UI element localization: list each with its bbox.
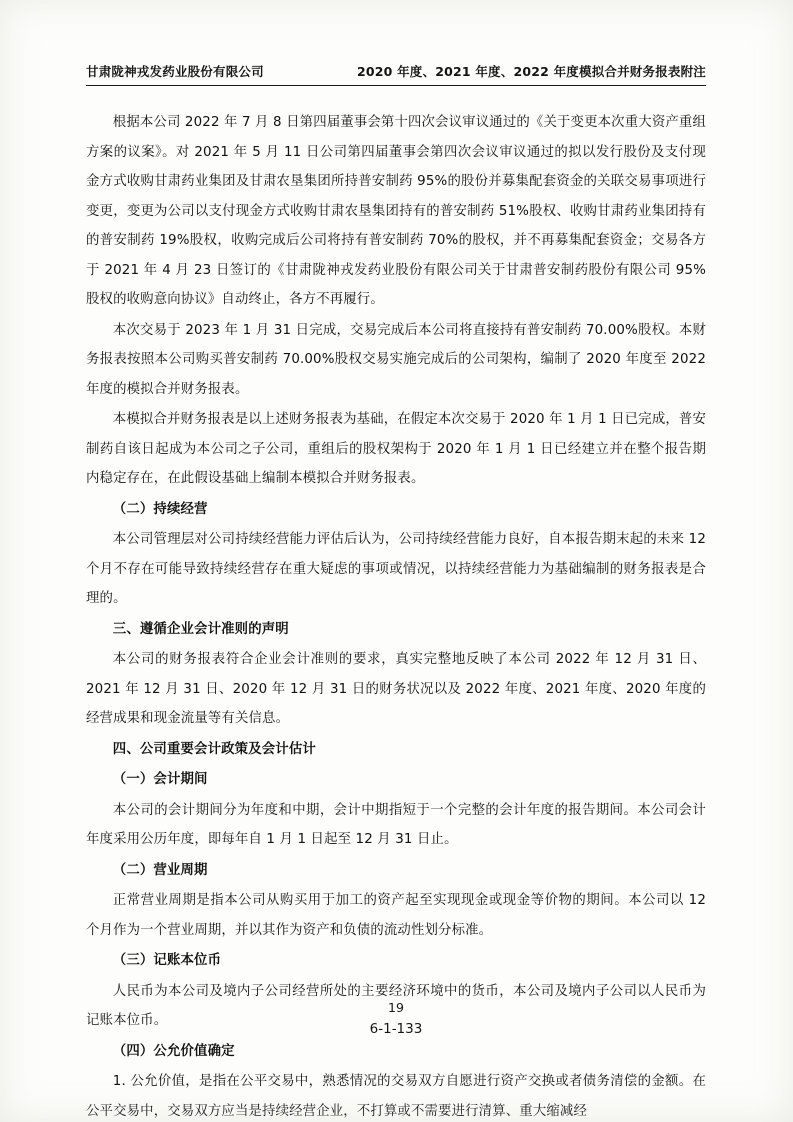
document-number: 6-1-133: [369, 1021, 423, 1037]
paragraph-8: 人民币为本公司及境内子公司经营所处的主要经济环境中的货币，本公司及境内子公司以人民币为记账本位币。: [86, 983, 706, 1028]
heading-operating-cycle: （二）营业周期: [112, 862, 208, 878]
paragraph-6: 本公司的会计期间分为年度和中期，会计中期指短于一个完整的会计年度的报告期间。本公司会计年度采用公历年度，即每年自 1 月 1 日起至 12 月 31 日止。: [86, 802, 706, 847]
heading-functional-currency: （三）记账本位币: [112, 953, 222, 968]
page-number: 19: [388, 1000, 404, 1015]
paragraph-4: 本公司管理层对公司持续经营能力评估后认为，公司持续经营能力良好，自本报告期末起的未来 12 个月不存在可能导致持续经营存在重大疑虑的事项或情况，以持续经营能力为基础编制的财务报表是合理的。: [86, 532, 706, 606]
paragraph-3: 本模拟合并财务报表是以上述财务报表为基础，在假定本次交易于 2020 年 1 月 1 日已完成，普安制药自该日起成为本公司之子公司，重组后的股权架构于 2020 年 1 月 1 日已经建立并在整个报告期内稳定存在，在此假设基础上编制本模拟合并财务报表。: [86, 412, 706, 486]
document-body: [86, 108, 706, 1122]
page-header: [86, 62, 706, 85]
page-footer: [86, 998, 706, 1040]
heading-fair-value-determination: （四）公允价值确定: [112, 1043, 235, 1059]
paragraph-1: 根据本公司 2022 年 7 月 8 日第四届董事会第十四次会议审议通过的《关于变更本次重大资产重组方案的议案》。对 2021 年 5 月 11 日公司第四届董事会第四次会议审议通过的拟以发行股份及支付现金方式收购甘肃药业集团及甘肃农垦集团所持普安制药 95%的股份并募集配套资金的关联交易事项进行变更，变更为公司以支付现金方式收购甘肃农垦集团持有的普安制药 51%股权、收购甘肃药业集团持有的普安制药 19%股权，收购完成后公司将持有普安制药 70%的股权，并不再募集配套资金；交易各方于 2021 年 4 月 23 日签订的《甘肃陇神戎发药业股份有限公司关于甘肃普安制药股份有限公司 95%股权的收购意向协议》自动终止，各方不再履行。: [86, 115, 706, 307]
heading-accounting-standards-statement: 三、遵循企业会计准则的声明: [112, 621, 289, 637]
header-divider: [86, 85, 706, 86]
heading-significant-accounting-policies: 四、公司重要会计政策及会计估计: [112, 741, 316, 757]
header-report-title: 2020 年度、2021 年度、2022 年度模拟合并财务报表附注: [356, 64, 706, 79]
page-content: [86, 62, 706, 1119]
header-company-name: 甘肃陇神戎发药业股份有限公司: [86, 64, 264, 79]
paragraph-5: 本公司的财务报表符合企业会计准则的要求，真实完整地反映了本公司 2022 年 12 月 31 日、2021 年 12 月 31 日、2020 年 12 月 31 日的财务状况以及 2022 年度、2021 年度、2020 年度的经营成果和现金流量等有关信息。: [86, 652, 706, 726]
heading-accounting-period: （一）会计期间: [112, 772, 208, 787]
heading-going-concern: （二）持续经营: [112, 501, 208, 517]
paragraph-2: 本次交易于 2023 年 1 月 31 日完成，交易完成后本公司将直接持有普安制药 70.00%股权。本财务报表按照本公司购买普安制药 70.00%股权交易实施完成后的公司架构，编制了 2020 年度至 2022 年度的模拟合并财务报表。: [86, 322, 706, 397]
paragraph-9: 1. 公允价值，是指在公平交易中，熟悉情况的交易双方自愿进行资产交换或者债务清偿的金额。在公平交易中，交易双方应当是持续经营企业，不打算或不需要进行清算、重大缩减经: [86, 1074, 706, 1119]
paragraph-7: 正常营业周期是指本公司从购买用于加工的资产起至实现现金或现金等价物的期间。本公司以 12 个月作为一个营业周期，并以其作为资产和负债的流动性划分标准。: [86, 893, 706, 938]
